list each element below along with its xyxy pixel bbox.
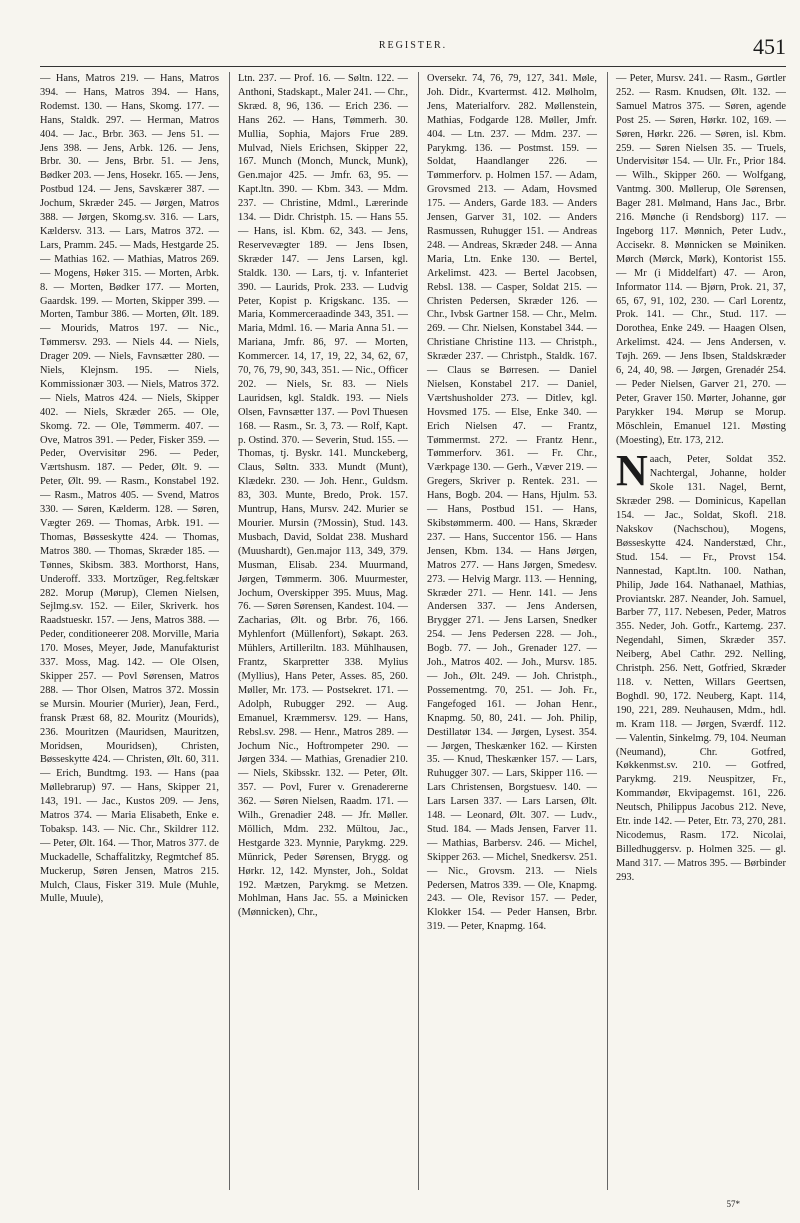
column-1: [40, 72, 219, 1190]
column-2: [229, 72, 408, 1190]
page-number: 451: [753, 34, 786, 59]
column-3-text: Oversekr. 74, 76, 79, 127, 341. Møle, Joh. Didr., Kvartermst. 412. Mølholm, Jens, Materialforv. 282. Møllenstein, Mathias, Fodgarde 128. Møller, Jmfr. 404. — Ltn. 237. — Mdm. 237. — Parykmg. 136. — Postmst. 159. — Soldat, Haandlanger 226. — Tømmerforv. p. Holmen 157. — Adam, Grovsmed 213. — Adam, Hovsmed 175. — Anders, Garde 183. — Anders Jensen, Garver 31, 102. — Anders Rasmussen, Ruhugger 151. — Andreas 248. — Andreas, Skræder 248. — Anna Maria, Ltn. Enke 130. — Bertel, Arkelimst. 423. — Bertel Jacobsen, Rebsl. 138. — Casper, Soldat 215. — Christen Pedersen, Skræder 126. — Chr., Ivbsk Gartner 158. — Chr., Melm. 269. — Chr. Nielsen, Konstabel 344. — Christiane Christine 113. — Christph., Skræder 237. — Christph., Staldk. 167. — Claus se Børresen. — Daniel Nielsen, Konstabel 217. — Daniel, Værtshusholder 273. — Ditlev, kgl. Hovsmed 175. — Else, Enke 340. — Erich Nielsen 47. — Frantz, Tømmermst. 272. — Frantz Henr., Tømmerforv. 361. — Fr. Chr., Værkpage 130. — Gerh., Væver 219. — Gregers, Skriver p. Rentek. 231. — Hans, Bogb. 204. — Hans, Hjulm. 53. — Hans, Postbud 151. — Hans, Skibstømmerm. 400. — Hans, Skræder 237. — Hans, Succentor 156. — Hans Jensen, Kbm. 134. — Hans Jørgen, Matros 277. — Hans Jørgen, Smedesv. 273. — Helvig Margr. 113. — Henning, Skræder 271. — Henr. 141. — Jens Andersen 337. — Jens Andersen, Brygger 271. — Jens Larsen, Snedker 254. — Jens Pedersen 228. — Joh., Bogb. 77. — Joh., Grenader 127. — Joh., Matros 402. — Joh., Mursv. 185. — Joh., Ølt. 249. — Joh. Christph., Possementmg. 70, 251. — Joh. Fr., Fangefoged 161. — Johan Henr., Knapmg. 50, 80, 241. — Joh. Philip, Destillatør 134. — Jørgen, Lysest. 354. — Jørgen, Theskænker 162. — Kirsten 35. — Knud, Theskænker 157. — Lars, Ruhugger 307. — Lars, Skipper 116. — Lars Christensen, Borgstuesv. 140. — Lars Larsen 337. — Lars Larsen, Ølt. 148. — Leonard, Ølt. 307. — Ludv., Stud. 184. — Mads Jensen, Farver 11. — Mathias, Barbersv. 246. — Michel, Skipper 263. — Michel, Snedkersv. 251. — Nic., Grovsm. 213. — Niels Pedersen, Matros 339. — Ole, Knapmg. 243. — Ole, Revisor 157. — Peder, Klokker 154. — Peder Hansen, Brbr. 319. — Peter, Knapmg. 164.: [427, 73, 597, 933]
column-4: [607, 72, 786, 1190]
letter-n-text: aach, Peter, Soldat 352. Nachtergal, Johanne, holder Skole 131. Nagel, Bernt, Skræder 298. — Dominicus, Kapellan 154. — Jac., Soldat, Skofl. 218. Nakskov (Nachschou), Mogens, Bøsseskytte 424. Nanderstæd, Chr., Stud. 154. — Fr., Provst 154. Nannestad, Kapt.ltn. 100. Nathan, Philip, Jøde 164. Nathanael, Mathias, Proviantskr. 287. Neander, Joh. Samuel, Barber 77, 117. Nebesen, Peder, Matros 355. Neder, Joh. Gotfr., Kartemg. 237. Negendahl, Simen, Skræder 357. Neiberg, Abel Cathr. 292. Nelling, Christph. 256. Nett, Gotfried, Skræder 118. v. Netten, Willars Geertsen, Boghdl. 90, 172. Neuberg, Kapt. 114, 190, 221, 289. Neuhausen, Mdm., hdl. m. Kram 118. — Jørgen, Sværdf. 112. — Valentin, Sinkelmg. 79, 104. Neuman (Neumand), Chr. Gotfred, Køkkenmst.sv. 210. — Gotfred, Parykmg. 219. Neuspitzer, Fr., Kommandør, Ekvipagemst. 161, 226. Neutsch, Philippus Jacobus 212. Neve, Etr. inde 142. — Peter, Etr. 73, 270, 281. Nicodemus, Rasm. 172. Nicolai, Billedhuggersv. p. Holmen 325. — gl. Mand 317. — Matros 395. — Børbinder 293.: [616, 454, 786, 883]
drop-cap-letter: N: [616, 446, 648, 496]
column-1-text: — Hans, Matros 219. — Hans, Matros 394. — Hans, Matros 394. — Hans, Rodemst. 130. — Hans, Skomg. 177. — Hans, Staldk. 297. — Herman, Matros 404. — Jac., Brbr. 363. — Jens 51. — Jens 398. — Jens, Arbk. 126. — Jens, Brbr. 30. — Jens, Brbr. 51. — Jens, Bødker 203. — Jens, Hosekr. 165. — Jens, Postbud 124. — Jens, Savskærer 387. — Jochum, Skræder 245. — Jørgen, Matros 388. — Jørgen, Skomg.sv. 316. — Lars, Kældersv. 313. — Lars, Matros 372. — Lars, Pramm. 245. — Mads, Hestgarde 25. — Mathias 162. — Mathias, Matros 269. — Mogens, Høker 315. — Morten, Arbk. 8. — Morten, Bødker 177. — Morten, Gaardsk. 199. — Morten, Skipper 399. — Morten, Tambur 386. — Morten, Ølt. 189. — Mourids, Matros 197. — Nic., Tømmersv. 293. — Niels 44. — Niels, Drager 209. — Niels, Favnsætter 280. — Niels, Klejnsm. 195. — Niels, Kommissionær 303. — Niels, Matros 372. — Niels, Matros 424. — Niels, Skipper 402. — Niels, Skræder 265. — Ole, Skomg. 72. — Ole, Tømmerm. 407. — Ove, Matros 391. — Peder, Fisker 359. — Peder, Overvisitør 296. — Peder, Værtshusm. 187. — Peder, Ølt. 9. — Peter, Ølt. 99. — Rasm., Konstabel 192. — Rasm., Matros 405. — Svend, Matros 330. — Søren, Kælderm. 128. — Søren, Vægter 269. — Thomas, Arbk. 191. — Thomas, Bøsseskytte 424. — Thomas, Matros 380. — Thomas, Skræder 185. — Tønnes, Skibsm. 383. Morthorst, Hans, Underoff. 333. Mortzūger, Reg.feltskær 282. Morup (Mørup), Clemen Nielsen, Sejlmg.sv. 152. — Eiler, Skriverk. hos Raadstueskr. 157. — Jens, Matros 388. — Peder, conditioneerer 208. Morville, Maria 170. Moses, Meyer, Jøde, Manufakturist 337. Moss, Mag. 142. — Ole Olsen, Skipper 257. — Povl Sørensen, Matros 288. — Thor Olsen, Matros 372. Mossin se Mursin. Mourier (Murier), Jean, Ferd., fransk Præst 68, 82. Mouritz (Mourids), 236. Mouritzen (Mauridsen, Mauritzen, Moridsen, Mouridsen), Christen, Bøsseskytte 424. — Christen, Ølt. 60, 311. — Erich, Bundtmg. 193. — Hans (paa Møllebrarup) 97. — Hans, Skipper 21, 143, 191. — Jac., Kustos 209. — Jens, Matros 374. — Maria Elisabeth, Enke e. Tobaksp. 143. — Nic. Chr., Skildrer 112. — Peter, Ølt. 164. — Thor, Matros 377. de Muckadelle, Schaffalitzky, Regmtchef 85. Muckerup, Søren Jensen, Matros 215. Mulch, Claus, Fisker 319. Mule (Muhle, Mulle, Muule),: [40, 73, 219, 905]
column-3: [418, 72, 597, 1190]
register-columns: [40, 72, 786, 1190]
column-2-text: Ltn. 237. — Prof. 16. — Søltn. 122. — Anthoni, Stadskapt., Maler 241. — Chr., Skræd. 8, 96, 136. — Erich 236. — Hans 262. — Hans, Tømmerh. 30. Mullia, Sophia, Majors Frue 289. Mulvad, Niels Erichsen, Skipper 22, 167. Munch (Monch, Munck, Munk), Gen.major 425. — Jmfr. 63, 95. — Kapt.ltn. 390. — Kbm. 343. — Mdm. 237. — Christine, Mdml., Lærerinde 134. — Didr. Christph. 15. — Hans 55. — Hans, isl. Kbm. 62, 343. — Jens, Reservevægter 189. — Jens Ibsen, Skræder 147. — Jens Larsen, kgl. Staldk. 130. — Lars, tj. v. Infanteriet 390. — Laurids, Prok. 233. — Ludvig Peter, Kopist p. Krigskanc. 135. — Maria, Kommerceraadinde 343, 351. — Maria, Mdml. 16. — Maria Anna 51. — Mariana, Jmfr. 86, 97. — Morten, Kommercer. 14, 17, 19, 22, 34, 62, 67, 70, 76, 79, 90, 343, 351. — Nic., Officer 202. — Niels, Sr. 83. — Niels Lauridsen, kgl. Staldk. 193. — Niels Olsen, Favnsætter 137. — Povl Thuesen 168. — Rasm., Sr. 3, 73. — Rolf, Kapt. p. Ostind. 370. — Severin, Stud. 155. — Thomas, tj. Byskr. 141. Munckeberg, Claus, Søltn. 333. Mundt (Munt), Klædekr. 230. — Joh. Henr., Guldsm. 83, 303. Munte, Bredo, Prok. 157. Muntrup, Hans, Mursv. 242. Murier se Mourier. Mursin (?Mossin), Stud. 143. Musbach, David, Soldat 238. Mushard (Muushardt), Gen.major 113, 349, 379. Musman, Elisab. 234. Muurmand, Jørgen, Tømmerm. 306. Muurmester, Jochum, Overskipper 395. Muus, Mag. 76. — Søren Sørensen, Kandest. 104. — Zacharias, Ølt. og Brbr. 76, 166. Myhlenfort (Müllenfort), Søkapt. 263. Mühlers, Artilleriltn. 183. Mühlhausen, Frantz, Skarpretter 338. Mylius (Myllius), Hans Peter, Asses. 85, 260. Møller, Mr. 173. — Postsekret. 171. — Adolph, Rubugger 292. — Aug. Emanuel, Kræmmersv. 129. — Hans, Rebsl.sv. 298. — Henr., Matros 289. — Jochum Nic., Hoftrompeter 290. — Jørgen 334. — Mathias, Grenadier 210. — Niels, Skibsskr. 132. — Peter, Ølt. 357. — Povl, Furer v. Grenadererne 362. — Søren Nielsen, Raadm. 171. — Wilh., Grenadier 248. — Jfr. Møller. Möllich, Mdm. 232. Mültou, Jac., Hestgarde 323. Mynnie, Parykmg. 229. Münrick, Peder Sørensen, Brygg. og Hørkr. 12, 142. Mynster, Joh., Soldat 192. Mætzen, Parykmg. se Metzen. Mohlman, Hans Jac. 55. a Møinicken (Mønnicken), Chr.,: [238, 73, 408, 919]
signature-mark: 57*: [726, 1199, 740, 1209]
running-title: REGISTER.: [378, 40, 448, 51]
page-header: [40, 34, 786, 66]
letter-n-section: [616, 446, 786, 884]
column-4-text: — Peter, Mursv. 241. — Rasm., Gørtler 252. — Rasm. Knudsen, Ølt. 132. — Samuel Matros 375. — Søren, agende Post 25. — Søren, Hørkr. 102, 169. — Søren, Hørkr. 226. — Søren, isl. Kbm. 259. — Søren Nielsen 35. — Truels, Undervisitør 154. — Ulr. Fr., Prior 184. — Wilh., Skipper 260. — Wolfgang, Vantmg. 300. Møllerup, Ole Sørensen, Bager 281. Mølmand, Hans Jac., Brbr. 216. Mønche (i Rendsborg) 117. — Ingeborg 117. Mønnich, Peter Ludv., Accisekr. 8. Mønnicken se Møiniken. Mørch (Mørck, Mørk), Kontorist 155. — Mr (i Middelfart) 47. — Aron, Informator 114. — Bjørn, Prok. 21, 37, 65, 67, 91, 102, 230. — Carl Lorentz, Prok. 141. — Chr., Stud. 117. — Dorothea, Enke 249. — Haagen Olsen, Arkelimst. 424. — Jens Andersen, v. Tøjh. 269. — Jens Ibsen, Staldskræder 6, 24, 40, 98. — Jørgen, Grenadér 254. — Peder Nielsen, Garver 21, 270. — Peter, Graver 150. Mørter, Johanne, gør Parykker 194. Mørup se Morup. Möschlein, Emanuel 121. Møsting (Moesting), Etr. 173, 212.: [616, 73, 786, 446]
header-rule: [40, 66, 786, 67]
